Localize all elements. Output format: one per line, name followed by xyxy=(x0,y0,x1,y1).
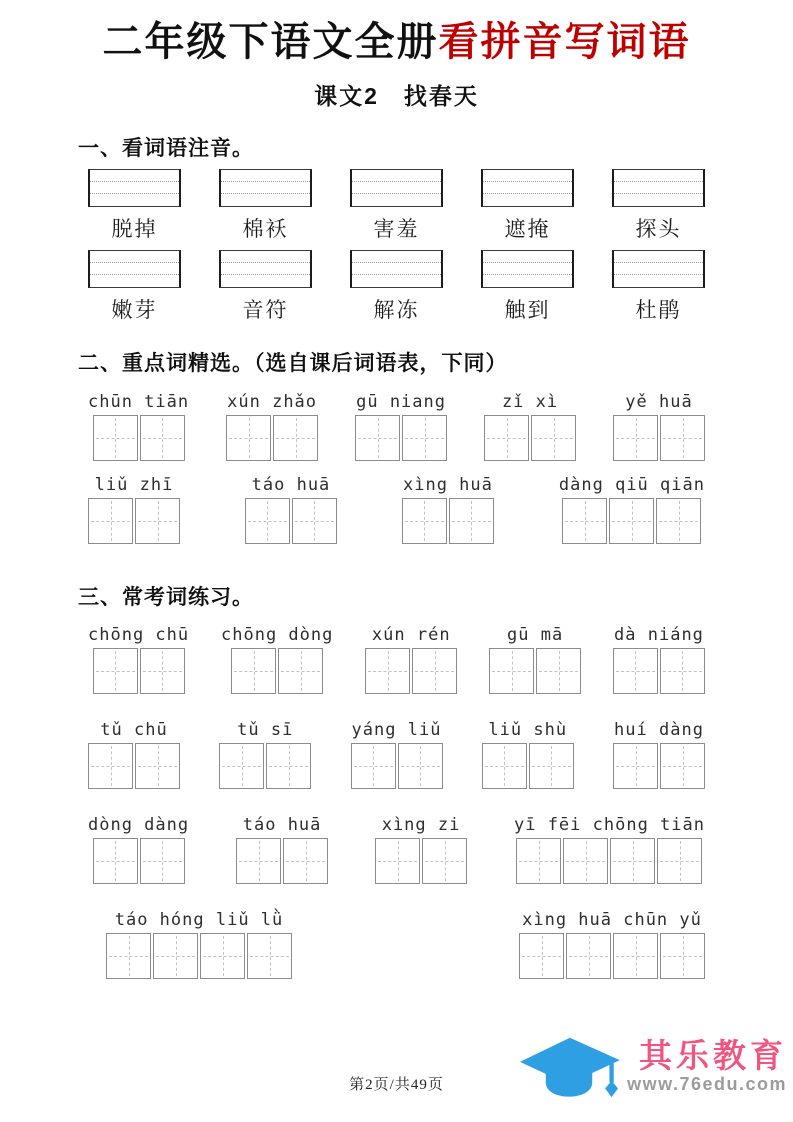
character-answer-cell[interactable] xyxy=(489,648,534,694)
character-answer-cell[interactable] xyxy=(613,933,658,979)
pinyin-label: xún rén xyxy=(371,624,451,645)
character-answer-cell[interactable] xyxy=(613,415,658,461)
character-answer-cell[interactable] xyxy=(375,838,420,884)
pinyin-word-group xyxy=(613,625,705,694)
pinyin-word-group xyxy=(236,815,328,884)
word-row xyxy=(0,250,793,324)
pinyin-label: liǔ zhī xyxy=(94,474,174,495)
pinyin-label: xìng huā chūn yǔ xyxy=(522,909,702,930)
brand-url: www.76edu.com xyxy=(627,1074,787,1095)
character-answer-cell[interactable] xyxy=(135,743,180,789)
section-heading: 三、常考词练习。 xyxy=(78,585,254,609)
pinyin-word-group xyxy=(484,392,576,461)
pinyin-word-group xyxy=(245,475,337,544)
word-label: 触到 xyxy=(504,298,551,323)
pinyin-answer-box[interactable] xyxy=(219,169,312,207)
annotation-item xyxy=(88,250,181,324)
pinyin-answer-box[interactable] xyxy=(88,250,181,288)
character-answer-cell[interactable] xyxy=(484,415,529,461)
pinyin-answer-box[interactable] xyxy=(612,169,705,207)
character-answer-cell[interactable] xyxy=(93,648,138,694)
character-answer-cell[interactable] xyxy=(402,498,447,544)
word-label: 音符 xyxy=(242,298,289,323)
pinyin-word-group xyxy=(559,475,705,544)
character-answer-cell[interactable] xyxy=(351,743,396,789)
character-cells xyxy=(402,498,494,544)
character-answer-cell[interactable] xyxy=(226,415,271,461)
lesson-subtitle: 课文2 找春天 xyxy=(314,83,479,109)
character-cells xyxy=(613,648,705,694)
pinyin-label: liǔ shù xyxy=(488,719,568,740)
pinyin-word-group xyxy=(221,625,333,694)
character-answer-cell[interactable] xyxy=(449,498,494,544)
annotation-item xyxy=(350,169,443,243)
character-answer-cell[interactable] xyxy=(273,415,318,461)
brand-name: 其乐教育 xyxy=(639,1036,787,1074)
pinyin-word-group xyxy=(482,720,574,789)
worksheet-sections xyxy=(0,135,793,979)
pinyin-label: gū niang xyxy=(356,391,446,412)
character-answer-cell[interactable] xyxy=(412,648,457,694)
character-cells xyxy=(365,648,457,694)
character-cells xyxy=(613,415,705,461)
section-heading: 一、看词语注音。 xyxy=(78,137,254,160)
character-answer-cell[interactable] xyxy=(610,838,655,884)
pinyin-word-group xyxy=(226,392,318,461)
pinyin-word-group xyxy=(514,815,705,884)
character-cells xyxy=(231,648,323,694)
word-label: 脱掉 xyxy=(111,217,158,242)
character-answer-cell[interactable] xyxy=(278,648,323,694)
character-answer-cell[interactable] xyxy=(660,648,705,694)
character-cells xyxy=(375,838,467,884)
pinyin-word-group xyxy=(402,475,494,544)
character-answer-cell[interactable] xyxy=(200,933,245,979)
character-answer-cell[interactable] xyxy=(219,743,264,789)
pinyin-word-group xyxy=(88,815,189,884)
character-cells xyxy=(93,415,185,461)
character-cells xyxy=(355,415,447,461)
pinyin-label: huí dàng xyxy=(614,719,704,740)
annotation-item xyxy=(350,250,443,324)
pinyin-label: chōng dòng xyxy=(221,624,334,645)
character-answer-cell[interactable] xyxy=(660,743,705,789)
pinyin-word-group xyxy=(88,720,180,789)
character-answer-cell[interactable] xyxy=(247,933,292,979)
graduation-cap-icon xyxy=(513,1024,625,1110)
pinyin-label: táo hóng liǔ lǜ xyxy=(114,909,284,930)
character-answer-cell[interactable] xyxy=(563,838,608,884)
section-2 xyxy=(0,350,793,543)
page-title-black: 二年级下语文全册 xyxy=(102,19,439,64)
word-row xyxy=(0,910,793,979)
pinyin-word-group xyxy=(219,720,311,789)
character-answer-cell[interactable] xyxy=(245,498,290,544)
pinyin-answer-box[interactable] xyxy=(219,250,312,288)
character-answer-cell[interactable] xyxy=(88,743,133,789)
character-answer-cell[interactable] xyxy=(355,415,400,461)
annotation-item xyxy=(219,250,312,324)
character-answer-cell[interactable] xyxy=(519,933,564,979)
annotation-item xyxy=(612,250,705,324)
character-cells xyxy=(519,933,705,979)
character-cells xyxy=(226,415,318,461)
page-title-red: 看拼音写词语 xyxy=(438,19,691,64)
character-cells xyxy=(93,648,185,694)
character-answer-cell[interactable] xyxy=(562,498,607,544)
pinyin-answer-box[interactable] xyxy=(88,169,181,207)
section-heading: 二、重点词精选。（选自课后词语表，下同） xyxy=(78,352,508,376)
character-answer-cell[interactable] xyxy=(402,415,447,461)
annotation-item xyxy=(481,250,574,324)
annotation-item xyxy=(219,169,312,243)
pinyin-word-group xyxy=(106,910,292,979)
word-row xyxy=(0,392,793,461)
pinyin-answer-box[interactable] xyxy=(481,169,574,207)
pinyin-answer-box[interactable] xyxy=(481,250,574,288)
character-answer-cell[interactable] xyxy=(609,498,654,544)
pinyin-word-group xyxy=(88,392,189,461)
word-row xyxy=(0,625,793,694)
page-number: 第2页/共49页 xyxy=(349,1077,444,1093)
pinyin-word-group xyxy=(351,720,443,789)
character-answer-cell[interactable] xyxy=(422,838,467,884)
word-label: 嫩芽 xyxy=(111,298,158,323)
character-answer-cell[interactable] xyxy=(135,498,180,544)
pinyin-label: yě huā xyxy=(625,391,693,412)
character-answer-cell[interactable] xyxy=(613,648,658,694)
character-answer-cell[interactable] xyxy=(140,415,185,461)
word-label: 遮掩 xyxy=(504,217,551,242)
character-answer-cell[interactable] xyxy=(482,743,527,789)
character-answer-cell[interactable] xyxy=(660,933,705,979)
pinyin-label: xìng zi xyxy=(381,814,461,835)
character-answer-cell[interactable] xyxy=(656,498,701,544)
character-answer-cell[interactable] xyxy=(566,933,611,979)
pinyin-word-group xyxy=(519,910,705,979)
character-cells xyxy=(489,648,581,694)
annotation-item xyxy=(612,169,705,243)
pinyin-label: táo huā xyxy=(242,814,322,835)
character-answer-cell[interactable] xyxy=(106,933,151,979)
pinyin-label: dòng dàng xyxy=(88,814,190,835)
character-answer-cell[interactable] xyxy=(531,415,576,461)
pinyin-label: chūn tiān xyxy=(88,391,190,412)
pinyin-answer-box[interactable] xyxy=(612,250,705,288)
character-answer-cell[interactable] xyxy=(660,415,705,461)
pinyin-label: yī fēi chōng tiān xyxy=(513,814,705,835)
character-answer-cell[interactable] xyxy=(516,838,561,884)
word-row xyxy=(0,815,793,884)
character-cells xyxy=(245,498,337,544)
pinyin-word-group xyxy=(88,625,189,694)
character-answer-cell[interactable] xyxy=(266,743,311,789)
character-cells xyxy=(219,743,311,789)
word-label: 害羞 xyxy=(373,217,420,242)
section-3 xyxy=(0,584,793,979)
character-answer-cell[interactable] xyxy=(613,743,658,789)
character-answer-cell[interactable] xyxy=(236,838,281,884)
character-cells xyxy=(236,838,328,884)
pinyin-word-group xyxy=(489,625,581,694)
pinyin-word-group xyxy=(88,475,180,544)
character-answer-cell[interactable] xyxy=(88,498,133,544)
word-row xyxy=(0,475,793,544)
pinyin-label: yáng liǔ xyxy=(351,719,442,740)
pinyin-label: xìng huā xyxy=(402,474,493,495)
character-answer-cell[interactable] xyxy=(283,838,328,884)
word-label: 解冻 xyxy=(373,298,420,323)
pinyin-label: xún zhǎo xyxy=(227,391,318,412)
pinyin-word-group xyxy=(375,815,467,884)
word-row xyxy=(0,169,793,243)
character-cells xyxy=(88,498,180,544)
pinyin-label: tǔ chū xyxy=(100,719,168,740)
word-label: 杜鹃 xyxy=(635,298,682,323)
pinyin-label: táo huā xyxy=(251,474,331,495)
pinyin-word-group xyxy=(613,720,705,789)
annotation-item xyxy=(88,169,181,243)
section-1 xyxy=(0,135,793,324)
pinyin-label: tǔ sī xyxy=(237,719,294,740)
pinyin-word-group xyxy=(365,625,457,694)
character-cells xyxy=(516,838,702,884)
character-answer-cell[interactable] xyxy=(153,933,198,979)
page-title xyxy=(0,20,793,64)
character-answer-cell[interactable] xyxy=(529,743,574,789)
pinyin-label: dà niáng xyxy=(614,624,704,645)
pinyin-label: dàng qiū qiān xyxy=(558,474,705,495)
word-label: 探头 xyxy=(635,217,682,242)
word-row xyxy=(0,720,793,789)
pinyin-label: zǐ xì xyxy=(501,391,559,412)
pinyin-answer-box[interactable] xyxy=(350,169,443,207)
character-cells xyxy=(88,743,180,789)
character-cells xyxy=(351,743,443,789)
character-cells xyxy=(613,743,705,789)
character-answer-cell[interactable] xyxy=(536,648,581,694)
character-answer-cell[interactable] xyxy=(93,838,138,884)
brand-logo xyxy=(513,1024,787,1110)
pinyin-answer-box[interactable] xyxy=(350,250,443,288)
character-answer-cell[interactable] xyxy=(140,648,185,694)
brand-text xyxy=(627,1036,787,1096)
character-answer-cell[interactable] xyxy=(398,743,443,789)
word-label: 棉袄 xyxy=(242,217,289,242)
character-answer-cell[interactable] xyxy=(292,498,337,544)
character-answer-cell[interactable] xyxy=(365,648,410,694)
character-answer-cell[interactable] xyxy=(231,648,276,694)
character-answer-cell[interactable] xyxy=(93,415,138,461)
pinyin-word-group xyxy=(355,392,447,461)
character-cells xyxy=(482,743,574,789)
pinyin-label: gū mā xyxy=(507,624,564,645)
annotation-item xyxy=(481,169,574,243)
character-cells xyxy=(484,415,576,461)
pinyin-word-group xyxy=(613,392,705,461)
character-cells xyxy=(93,838,185,884)
pinyin-label: chōng chū xyxy=(88,624,190,645)
character-answer-cell[interactable] xyxy=(140,838,185,884)
character-answer-cell[interactable] xyxy=(657,838,702,884)
character-cells xyxy=(106,933,292,979)
character-cells xyxy=(562,498,701,544)
